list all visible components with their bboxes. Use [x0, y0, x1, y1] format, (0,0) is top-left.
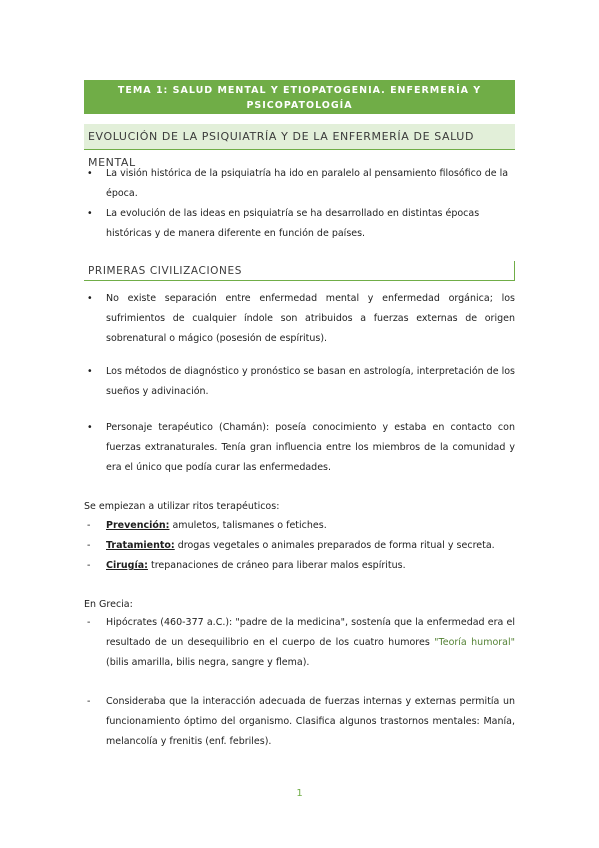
civ-bullet-3	[84, 418, 515, 478]
greece-hippocrates	[84, 613, 515, 673]
subsection-heading: PRIMERAS CIVILIZACIONES	[84, 261, 515, 281]
list-item: • Los métodos de diagnóstico y pronóstico se basan en astrología, interpretación de los sueños y adivinación.	[84, 362, 515, 402]
list-item: - Tratamiento: drogas vegetales o animales preparados de forma ritual y secreta.	[84, 536, 515, 556]
ritual-label: Cirugía:	[106, 560, 148, 571]
greece-second	[84, 692, 515, 752]
civ-bullet-1	[84, 289, 515, 349]
page-number: 1	[296, 788, 303, 799]
dash-marker: -	[87, 560, 91, 571]
rituals-intro: Se empiezan a utilizar ritos terapéuticos:	[84, 501, 280, 512]
topic-title-banner	[84, 80, 515, 114]
bullet-marker: •	[87, 168, 93, 179]
dash-marker: -	[87, 696, 91, 707]
dash-marker: -	[87, 520, 91, 531]
section-heading: EVOLUCIÓN DE LA PSIQUIATRÍA Y DE LA ENFERMERÍA DE SALUD MENTAL	[84, 124, 515, 150]
list-item: - Consideraba que la interacción adecuada de fuerzas internas y externas permitía un funcionamiento óptimo del organismo. Clasifica algunos trastornos mentales: Manía, melancolía y frenitis (enf. febriles).	[84, 692, 515, 752]
list-item: - Cirugía: trepanaciones de cráneo para liberar malos espíritus.	[84, 556, 515, 576]
topic-title-line-2: PSICOPATOLOGÍA	[246, 100, 353, 111]
dash-marker: -	[87, 617, 91, 628]
bullet-marker: •	[87, 422, 93, 433]
bullet-marker: •	[87, 208, 93, 219]
list-item: • No existe separación entre enfermedad mental y enfermedad orgánica; los sufrimientos de cualquier índole son atribuidos a fuerzas externas de origen sobrenatural o mágico (posesión de espíritus).	[84, 289, 515, 349]
bullet-marker: •	[87, 366, 93, 377]
list-item: - Prevención: amuletos, talismanes o fetiches.	[84, 516, 515, 536]
topic-title-line-1: TEMA 1: SALUD MENTAL Y ETIOPATOGENIA. ENFERMERÍA Y	[117, 85, 482, 96]
list-item: • La visión histórica de la psiquiatría ha ido en paralelo al pensamiento filosófico de la época.	[84, 164, 515, 204]
rituals-list	[84, 516, 515, 576]
list-item: - Hipócrates (460-377 a.C.): "padre de la medicina", sostenía que la enfermedad era el resultado de un desequilibrio en el cuerpo de los cuatro humores "Teoría humoral" (bilis amarilla, bilis negra, sangre y flema).	[84, 613, 515, 673]
greece-heading: En Grecia:	[84, 599, 133, 610]
ritual-label: Prevención:	[106, 520, 170, 531]
list-item: • Personaje terapéutico (Chamán): poseía conocimiento y estaba en contacto con fuerzas extranaturales. Tenía gran influencia entre los miembros de la comunidad y era el único que podía curar las enfermedades.	[84, 418, 515, 478]
ritual-label: Tratamiento:	[106, 540, 175, 551]
dash-marker: -	[87, 540, 91, 551]
humoral-theory-highlight: "Teoría humoral"	[434, 637, 515, 648]
list-item: • La evolución de las ideas en psiquiatría se ha desarrollado en distintas épocas históricas y de manera diferente en función de países.	[84, 204, 515, 244]
bullet-marker: •	[87, 293, 93, 304]
intro-bullet-list	[84, 164, 515, 244]
civ-bullet-2	[84, 362, 515, 402]
